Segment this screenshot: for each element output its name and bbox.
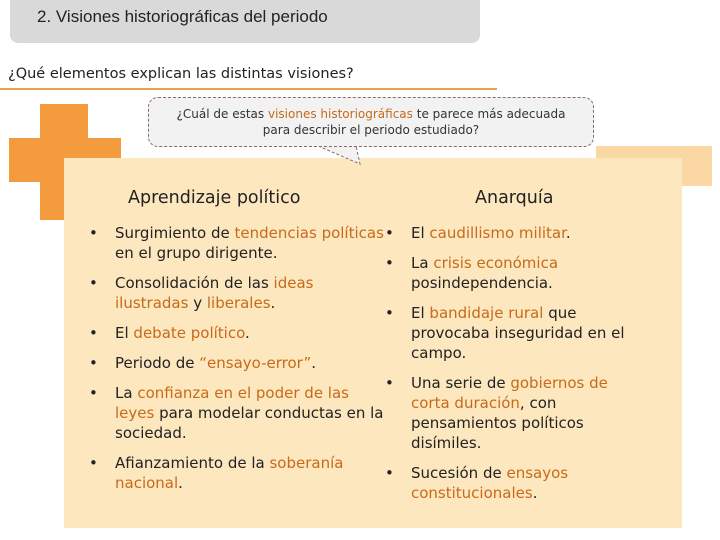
highlight-term: soberanía nacional — [115, 454, 344, 492]
left-bullet-item — [84, 273, 384, 313]
item-text: . — [311, 354, 317, 372]
item-text: Sucesión de — [411, 464, 507, 482]
callout-line-2: para describir el periodo estudiado? — [262, 123, 480, 137]
item-text: La — [411, 254, 434, 272]
right-bullet-item — [380, 373, 650, 453]
right-column-list — [380, 223, 650, 503]
callout-highlight: visiones historiográficas — [267, 107, 413, 121]
right-bullet-item — [380, 223, 650, 243]
item-text: . — [532, 484, 538, 502]
highlight-term: confianza en el poder de las leyes — [115, 384, 349, 422]
left-bullet-item — [84, 453, 384, 493]
left-bullet-item — [84, 383, 384, 443]
highlight-term: ideas — [273, 274, 314, 292]
item-text: . — [270, 294, 276, 312]
item-text: Una serie de — [411, 374, 511, 392]
left-column-title: Aprendizaje político — [128, 188, 301, 208]
item-text: que provocaba inseguridad en el campo. — [411, 304, 625, 362]
item-text: para modelar conductas en la sociedad. — [115, 404, 384, 442]
item-text: La — [115, 384, 138, 402]
callout-line-1 — [149, 106, 593, 122]
highlight-term: liberales — [206, 294, 271, 312]
left-bullet-item — [84, 323, 384, 343]
highlight-term: ensayos constitucionales — [411, 464, 569, 502]
item-text: Surgimiento de — [115, 224, 235, 242]
callout-text: te parece más adecuada — [412, 107, 566, 121]
right-column-title: Anarquía — [475, 188, 554, 208]
subtitle-underline — [0, 88, 497, 90]
highlight-term: debate político — [133, 324, 246, 342]
right-bullet-item — [380, 303, 650, 363]
right-bullet-item — [380, 253, 650, 293]
title-bar — [10, 0, 480, 43]
item-text: , con pensamientos políticos disímiles. — [411, 394, 584, 452]
item-text: . — [178, 474, 183, 492]
left-bullet-item — [84, 353, 384, 373]
item-text: Periodo de — [115, 354, 200, 372]
highlight-term: tendencias — [234, 224, 317, 242]
item-text: Afianzamiento de la — [115, 454, 270, 472]
highlight-term: ilustradas — [115, 294, 189, 312]
left-bullet-item — [84, 223, 384, 263]
item-text: El — [115, 324, 134, 342]
highlight-term: gobiernos de corta duración — [411, 374, 608, 412]
item-text: El — [411, 224, 430, 242]
item-text: en el grupo dirigente. — [115, 244, 278, 262]
left-column-list — [84, 223, 384, 493]
slide-subtitle: ¿Qué elementos explican las distintas visiones? — [8, 66, 354, 82]
highlight-term: políticas — [321, 224, 384, 242]
highlight-term: bandidaje rural — [429, 304, 544, 322]
highlight-term: “ensayo-error” — [199, 354, 312, 372]
item-text: . — [565, 224, 571, 242]
item-text: Consolidación de las — [115, 274, 274, 292]
callout-text: ¿Cuál de estas — [176, 107, 268, 121]
item-text: y — [188, 294, 207, 312]
highlight-term: caudillismo militar — [429, 224, 566, 242]
question-callout — [148, 97, 594, 147]
highlight-term: crisis económica — [433, 254, 559, 272]
slide-title: 2. Visiones historiográficas del periodo — [37, 7, 328, 26]
right-bullet-item — [380, 463, 650, 503]
item-text: . — [245, 324, 250, 342]
item-text: El — [411, 304, 430, 322]
item-text: posindependencia. — [411, 274, 553, 292]
